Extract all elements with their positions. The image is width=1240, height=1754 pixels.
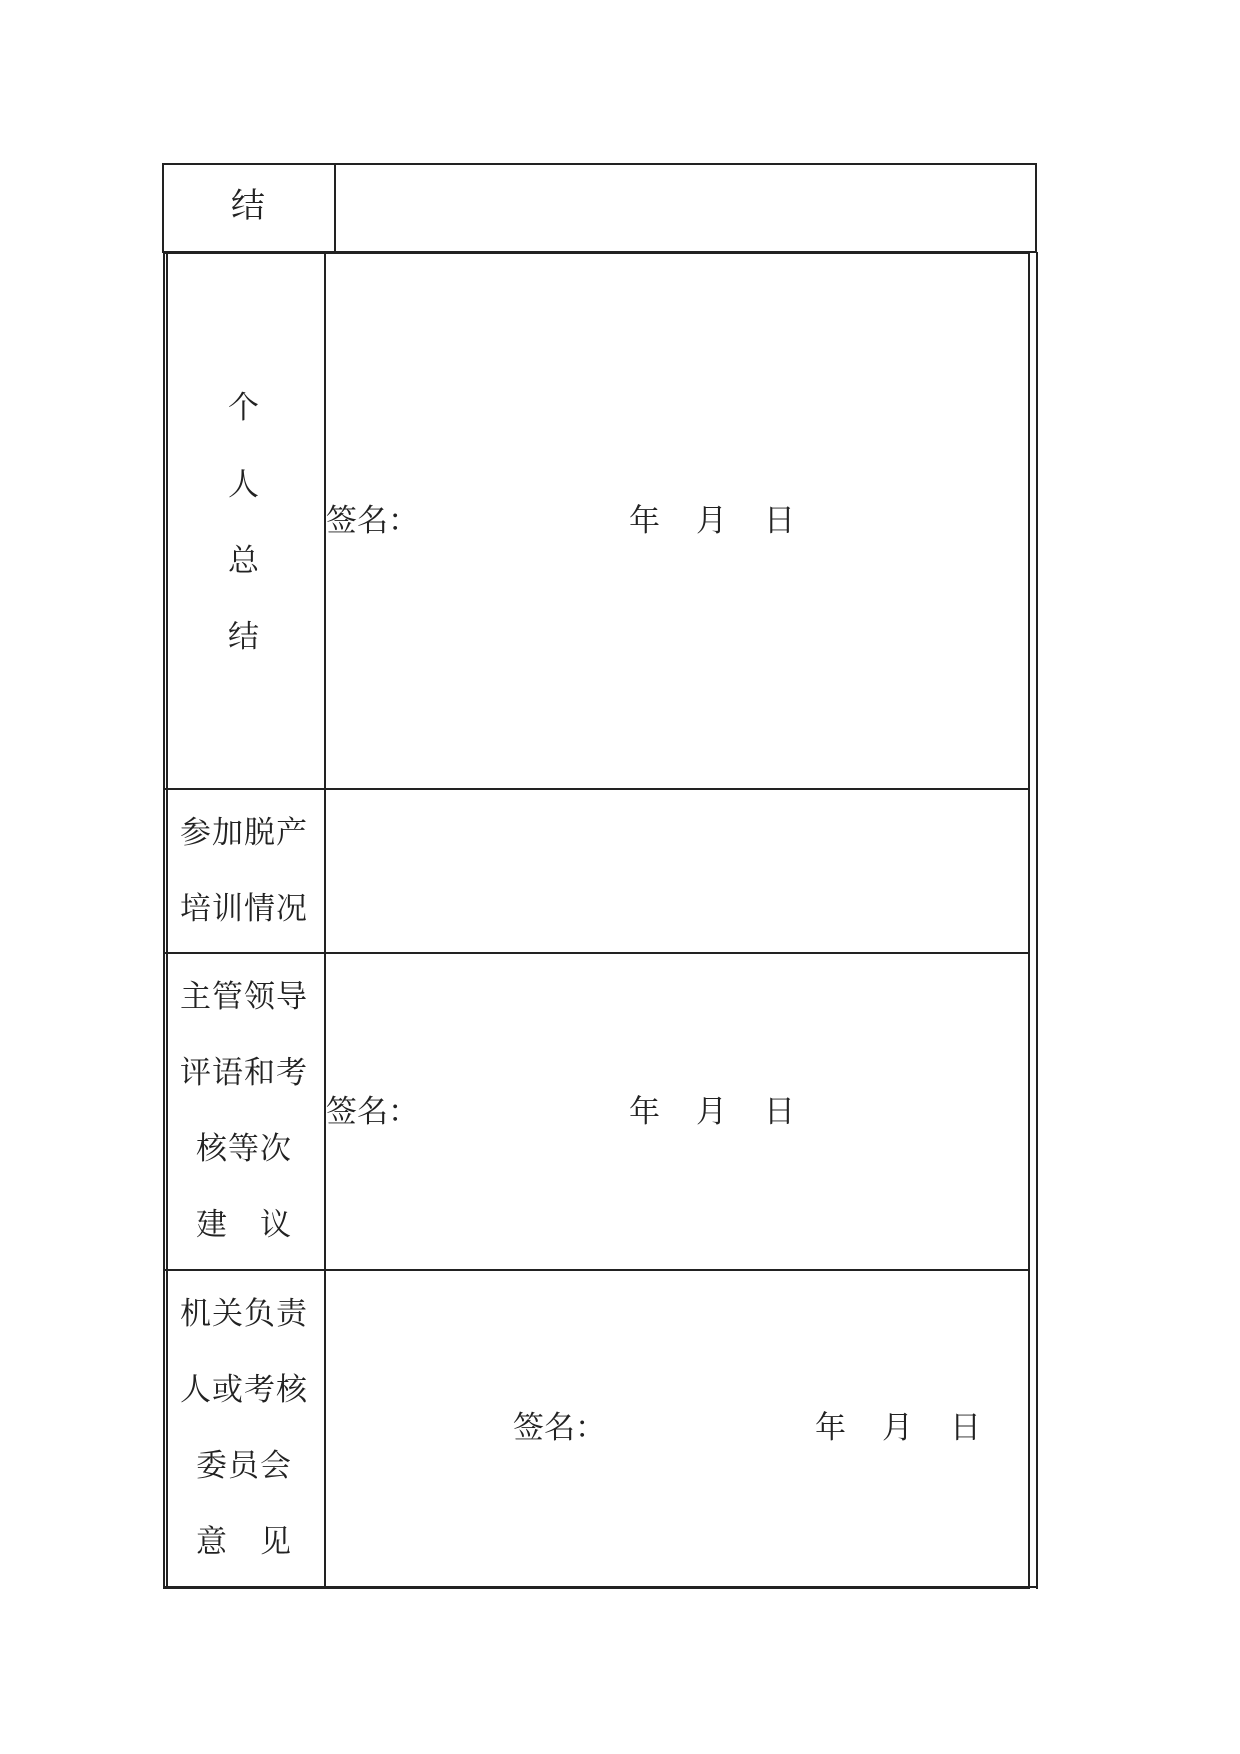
supervisor-comment-label-line: 主管领导 — [180, 979, 308, 1015]
main-table-right-double-line — [1036, 252, 1038, 1589]
committee-opinion-label-line: 委员会 — [196, 1448, 292, 1484]
header-row-label: 结 — [231, 186, 265, 226]
supervisor-comment-label-line: 核等次 — [196, 1131, 292, 1167]
supervisor-comment-label-line: 建 议 — [196, 1207, 292, 1243]
row-divider-1 — [163, 788, 1030, 790]
row-divider-3 — [163, 1269, 1030, 1271]
committee-opinion-label-line: 人或考核 — [180, 1372, 308, 1408]
personal-summary-signature-label: 签名： — [326, 503, 419, 539]
label-column-divider — [324, 252, 326, 1589]
personal-summary-label-line: 人 — [228, 467, 260, 503]
committee-opinion-label-line: 意 见 — [196, 1524, 292, 1560]
personal-summary-label-line: 结 — [228, 619, 260, 655]
supervisor-date-year: 年 — [629, 1094, 660, 1130]
supervisor-date-month: 月 — [696, 1094, 727, 1130]
supervisor-signature-label: 签名： — [326, 1094, 419, 1130]
committee-date-month: 月 — [882, 1410, 913, 1446]
personal-summary-label-line: 个 — [228, 390, 260, 426]
training-label-line: 培训情况 — [180, 891, 308, 927]
personal-summary-label-line: 总 — [228, 543, 260, 579]
personal-summary-date-year: 年 — [629, 503, 660, 539]
committee-signature-label: 签名： — [513, 1410, 606, 1446]
training-label-line: 参加脱产 — [180, 815, 308, 851]
row-divider-2 — [163, 952, 1030, 954]
header-row-divider — [334, 163, 336, 253]
supervisor-date-day: 日 — [764, 1094, 795, 1130]
committee-date-day: 日 — [950, 1410, 981, 1446]
main-table-bottom-double-line — [163, 1586, 1038, 1588]
personal-summary-date-day: 日 — [764, 503, 795, 539]
personal-summary-date-month: 月 — [696, 503, 727, 539]
committee-date-year: 年 — [815, 1410, 846, 1446]
committee-opinion-label-line: 机关负责 — [180, 1296, 308, 1332]
supervisor-comment-label-line: 评语和考 — [180, 1055, 308, 1091]
